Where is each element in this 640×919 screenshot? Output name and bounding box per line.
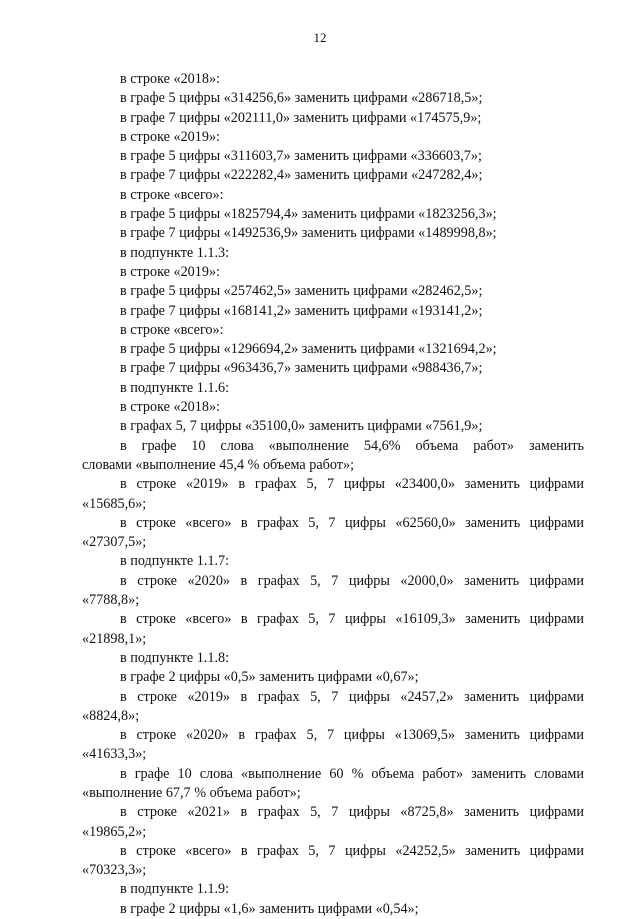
text-line: в строке «2019»: [120, 263, 220, 280]
text-line: в подпункте 1.1.8: [120, 649, 230, 666]
text-line: «19865,2»; [82, 823, 147, 840]
text-line: «70323,3»; [82, 862, 147, 879]
page-number: 12 [313, 30, 327, 45]
text-line: «27307,5»; [82, 534, 147, 551]
text-line: в графе 7 цифры «963436,7» заменить цифрами «988436,7»; [120, 360, 483, 377]
text-line: в графе 10 слова «выполнение 60 % объема работ» заменить словами [120, 765, 584, 782]
text-line: в строке «2019»: [120, 128, 220, 145]
text-line: «15685,6»; [82, 495, 147, 512]
text-line: «21898,1»; [82, 630, 147, 647]
text-line: в строке «2019» в графах 5, 7 цифры «23400,0» заменить цифрами [120, 476, 584, 493]
text-line: в графе 2 цифры «1,6» заменить цифрами «0,54»; [120, 900, 419, 917]
text-line: в графах 5, 7 цифры «35100,0» заменить цифрами «7561,9»; [120, 418, 483, 435]
text-line: в подпункте 1.1.7: [120, 553, 230, 570]
text-line: «41633,3»; [82, 746, 147, 763]
text-line: в графе 7 цифры «222282,4» заменить цифрами «247282,4»; [120, 167, 483, 184]
text-line: в строке «всего»: [120, 186, 224, 203]
text-line: «8824,8»; [82, 707, 140, 724]
text-line: в строке «2019» в графах 5, 7 цифры «2457,2» заменить цифрами [120, 688, 584, 705]
text-line: «выполнение 67,7 % объема работ»; [82, 784, 301, 801]
text-line: в графе 5 цифры «257462,5» заменить цифрами «282462,5»; [120, 283, 483, 300]
text-line: в строке «всего» в графах 5, 7 цифры «62560,0» заменить цифрами [120, 514, 584, 531]
text-line: в строке «2018»: [120, 399, 220, 416]
text-line: в графе 7 цифры «1492536,9» заменить цифрами «1489998,8»; [120, 225, 497, 242]
text-line: в графе 2 цифры «0,5» заменить цифрами «0,67»; [120, 669, 419, 686]
text-line: в строке «всего» в графах 5, 7 цифры «24252,5» заменить цифрами [120, 842, 584, 859]
text-line: «7788,8»; [82, 592, 140, 609]
text-line: в строке «2020» в графах 5, 7 цифры «13069,5» заменить цифрами [120, 727, 584, 744]
text-line: словами «выполнение 45,4 % объема работ»; [82, 456, 355, 473]
text-line: в графе 7 цифры «168141,2» заменить цифрами «193141,2»; [120, 302, 483, 319]
text-line: в графе 5 цифры «1296694,2» заменить цифрами «1321694,2»; [120, 341, 497, 358]
text-line: в графе 5 цифры «1825794,4» заменить цифрами «1823256,3»; [120, 206, 497, 223]
text-line: в графе 5 цифры «314256,6» заменить цифрами «286718,5»; [120, 90, 483, 107]
text-line: в подпункте 1.1.3: [120, 244, 230, 261]
text-line: в строке «2020» в графах 5, 7 цифры «2000,0» заменить цифрами [120, 572, 584, 589]
text-line: в графе 7 цифры «202111,0» заменить цифрами «174575,9»; [120, 109, 482, 126]
text-line: в графе 10 слова «выполнение 54,6% объема работ» заменить [120, 437, 584, 454]
text-line: в подпункте 1.1.9: [120, 881, 230, 898]
text-line: в графе 5 цифры «311603,7» заменить цифрами «336603,7»; [120, 148, 482, 165]
text-line: в строке «2021» в графах 5, 7 цифры «8725,8» заменить цифрами [120, 804, 584, 821]
document-body [82, 70, 584, 919]
text-line: в строке «всего»: [120, 321, 224, 338]
text-line: в подпункте 1.1.6: [120, 379, 230, 396]
text-line: в строке «2018»: [120, 71, 220, 87]
text-line: в строке «всего» в графах 5, 7 цифры «16109,3» заменить цифрами [120, 611, 584, 628]
